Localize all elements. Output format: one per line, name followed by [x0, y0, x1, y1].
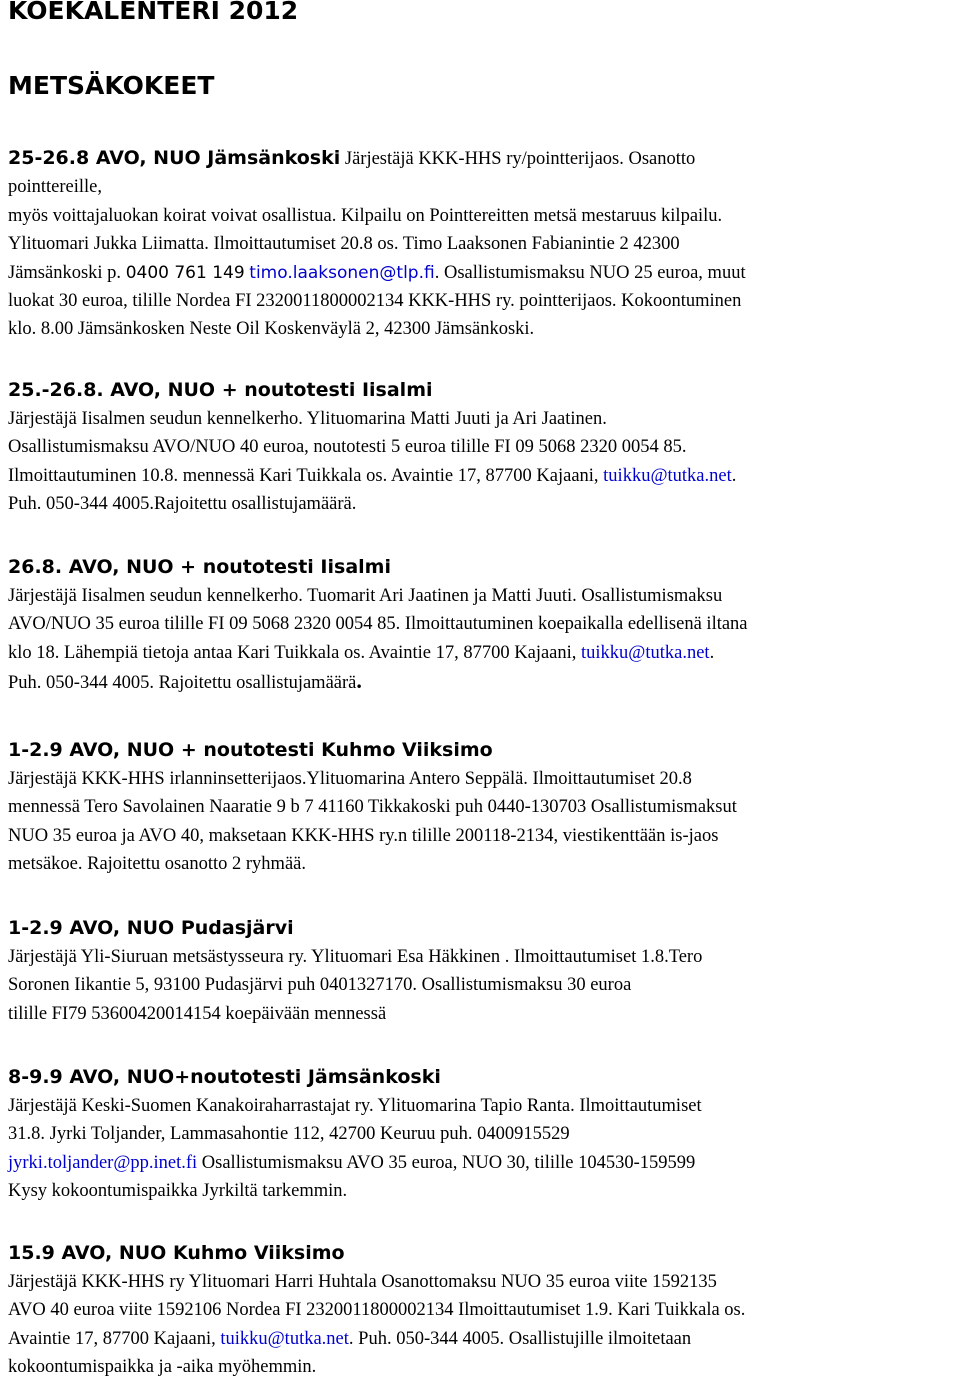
email-link[interactable]: tuikku@tutka.net: [603, 465, 732, 486]
event-text: Järjestäjä Keski-Suomen Kanakoiraharrastajat ry. Ylituomarina Tapio Ranta. Ilmoittautumiset: [8, 1096, 702, 1116]
event-block-kuhmo-1: [8, 735, 958, 879]
event-heading: 26.8. AVO, NUO + noutotesti Iisalmi: [8, 556, 391, 578]
event-text: AVO/NUO 35 euroa tilille FI 09 5068 2320 0054 85. Ilmoittautuminen koepaikalla edellisenä iltana: [8, 614, 748, 635]
event-text: kokoontumispaikka ja -aika myöhemmin.: [8, 1357, 317, 1378]
event-heading: 1-2.9 AVO, NUO + noutotesti Kuhmo Viiksimo: [8, 739, 493, 761]
event-text: Järjestäjä KKK-HHS ry/pointterijaos. Osanotto: [340, 149, 696, 169]
event-text: Ylituomari Jukka Liimatta. Ilmoittautumiset 20.8 os. Timo Laaksonen Fabianintie 2 42300: [8, 234, 680, 255]
event-block-iisalmi-2: [8, 552, 958, 698]
event-text: Osallistumismaksu AVO 35 euroa, NUO 30, tilille 104530-159599: [197, 1152, 696, 1173]
event-text: klo. 8.00 Jämsänkosken Neste Oil Koskenväylä 2, 42300 Jämsänkoski.: [8, 319, 535, 340]
event-text: NUO 35 euroa ja AVO 40, maksetaan KKK-HHS ry.n tilille 200118-2134, viestikenttään is-jaos: [8, 825, 719, 846]
email-link[interactable]: tuikku@tutka.net: [220, 1328, 349, 1349]
event-block-iisalmi-1: [8, 375, 958, 519]
event-block-kuhmo-2: [8, 1238, 958, 1382]
event-text: Kysy kokoontumispaikka Jyrkiltä tarkemmin.: [8, 1181, 348, 1202]
event-text: Järjestäjä KKK-HHS irlanninsetterijaos.Ylituomarina Antero Seppälä. Ilmoittautumiset 20.8: [8, 769, 692, 789]
event-block-pudasjarvi: [8, 913, 958, 1028]
event-heading: 15.9 AVO, NUO Kuhmo Viiksimo: [8, 1242, 345, 1264]
event-text: Ilmoittautuminen 10.8. mennessä Kari Tuikkala os. Avaintie 17, 87700 Kajaani,: [8, 465, 604, 486]
event-text: .: [709, 642, 715, 663]
event-text: Järjestäjä KKK-HHS ry Ylituomari Harri Huhtala Osanottomaksu NUO 35 euroa viite 1592135: [8, 1272, 717, 1292]
email-link[interactable]: jyrki.toljander@pp.inet.fi: [8, 1152, 198, 1173]
event-text: Soronen Iikantie 5, 93100 Pudasjärvi puh 0401327170. Osallistumismaksu 30 euroa: [8, 975, 632, 996]
section-title: METSÄKOKEET: [8, 71, 215, 100]
document-title: KOEKALENTERI 2012: [8, 0, 299, 25]
event-heading: 8-9.9 AVO, NUO+noutotesti Jämsänkoski: [8, 1066, 441, 1088]
event-text: . Osallistumismaksu NUO 25 euroa, muut: [434, 262, 746, 283]
event-heading: 1-2.9 AVO, NUO Pudasjärvi: [8, 917, 294, 939]
event-text: pointtereille,: [8, 177, 103, 198]
event-heading: 25.-26.8. AVO, NUO + noutotesti Iisalmi: [8, 379, 433, 401]
event-heading: 25-26.8 AVO, NUO Jämsänkoski: [8, 147, 341, 169]
event-text: Järjestäjä Iisalmen seudun kennelkerho. Tuomarit Ari Jaatinen ja Matti Juuti. Osallistumismaksu: [8, 586, 723, 606]
event-text: myös voittajaluokan koirat voivat osallistua. Kilpailu on Pointtereitten metsä mestaruus kilpailu.: [8, 205, 723, 226]
event-text: Avaintie 17, 87700 Kajaani,: [8, 1328, 221, 1349]
event-text: tilille FI79 53600420014154 koepäivään mennessä: [8, 1003, 387, 1024]
event-text: .: [356, 668, 362, 694]
event-text: Osallistumismaksu AVO/NUO 40 euroa, noutotesti 5 euroa tilille FI 09 5068 2320 0054 85.: [8, 437, 687, 458]
event-text: Puh. 050-344 4005.Rajoitettu osallistujamäärä.: [8, 494, 357, 515]
event-text: Puh. 050-344 4005. Rajoitettu osallistujamäärä: [8, 673, 357, 694]
event-text: Järjestäjä Yli-Siuruan metsästysseura ry. Ylituomari Esa Häkkinen . Ilmoittautumiset 1.8.Tero: [8, 947, 703, 967]
event-text: klo 18. Lähempiä tietoja antaa Kari Tuikkala os. Avaintie 17, 87700 Kajaani,: [8, 642, 582, 663]
event-block-jamsankoski-pointer: [8, 144, 958, 344]
phone-number: 0400 761 149: [125, 262, 245, 283]
event-text: 31.8. Jyrki Toljander, Lammasahontie 112, 42700 Keuruu puh. 0400915529: [8, 1124, 570, 1145]
event-text: Jämsänkoski p.: [8, 262, 126, 283]
event-text: . Puh. 050-344 4005. Osallistujille ilmoitetaan: [348, 1328, 692, 1349]
email-link[interactable]: tuikku@tutka.net: [581, 642, 710, 663]
event-text: AVO 40 euroa viite 1592106 Nordea FI 2320011800002134 Ilmoittautumiset 1.9. Kari Tuikkala os.: [8, 1300, 746, 1321]
email-link[interactable]: timo.laaksonen@tlp.fi: [249, 262, 435, 283]
event-text: luokat 30 euroa, tilille Nordea FI 2320011800002134 KKK-HHS ry. pointterijaos. Kokoontuminen: [8, 291, 742, 312]
event-text: metsäkoe. Rajoitettu osanotto 2 ryhmää.: [8, 854, 306, 875]
event-text: mennessä Tero Savolainen Naaratie 9 b 7 41160 Tikkakoski puh 0440-130703 Osallistumismaksut: [8, 797, 737, 818]
event-text: .: [731, 465, 737, 486]
event-block-jamsankoski-2: [8, 1062, 958, 1206]
event-text: Järjestäjä Iisalmen seudun kennelkerho. Ylituomarina Matti Juuti ja Ari Jaatinen.: [8, 409, 607, 429]
